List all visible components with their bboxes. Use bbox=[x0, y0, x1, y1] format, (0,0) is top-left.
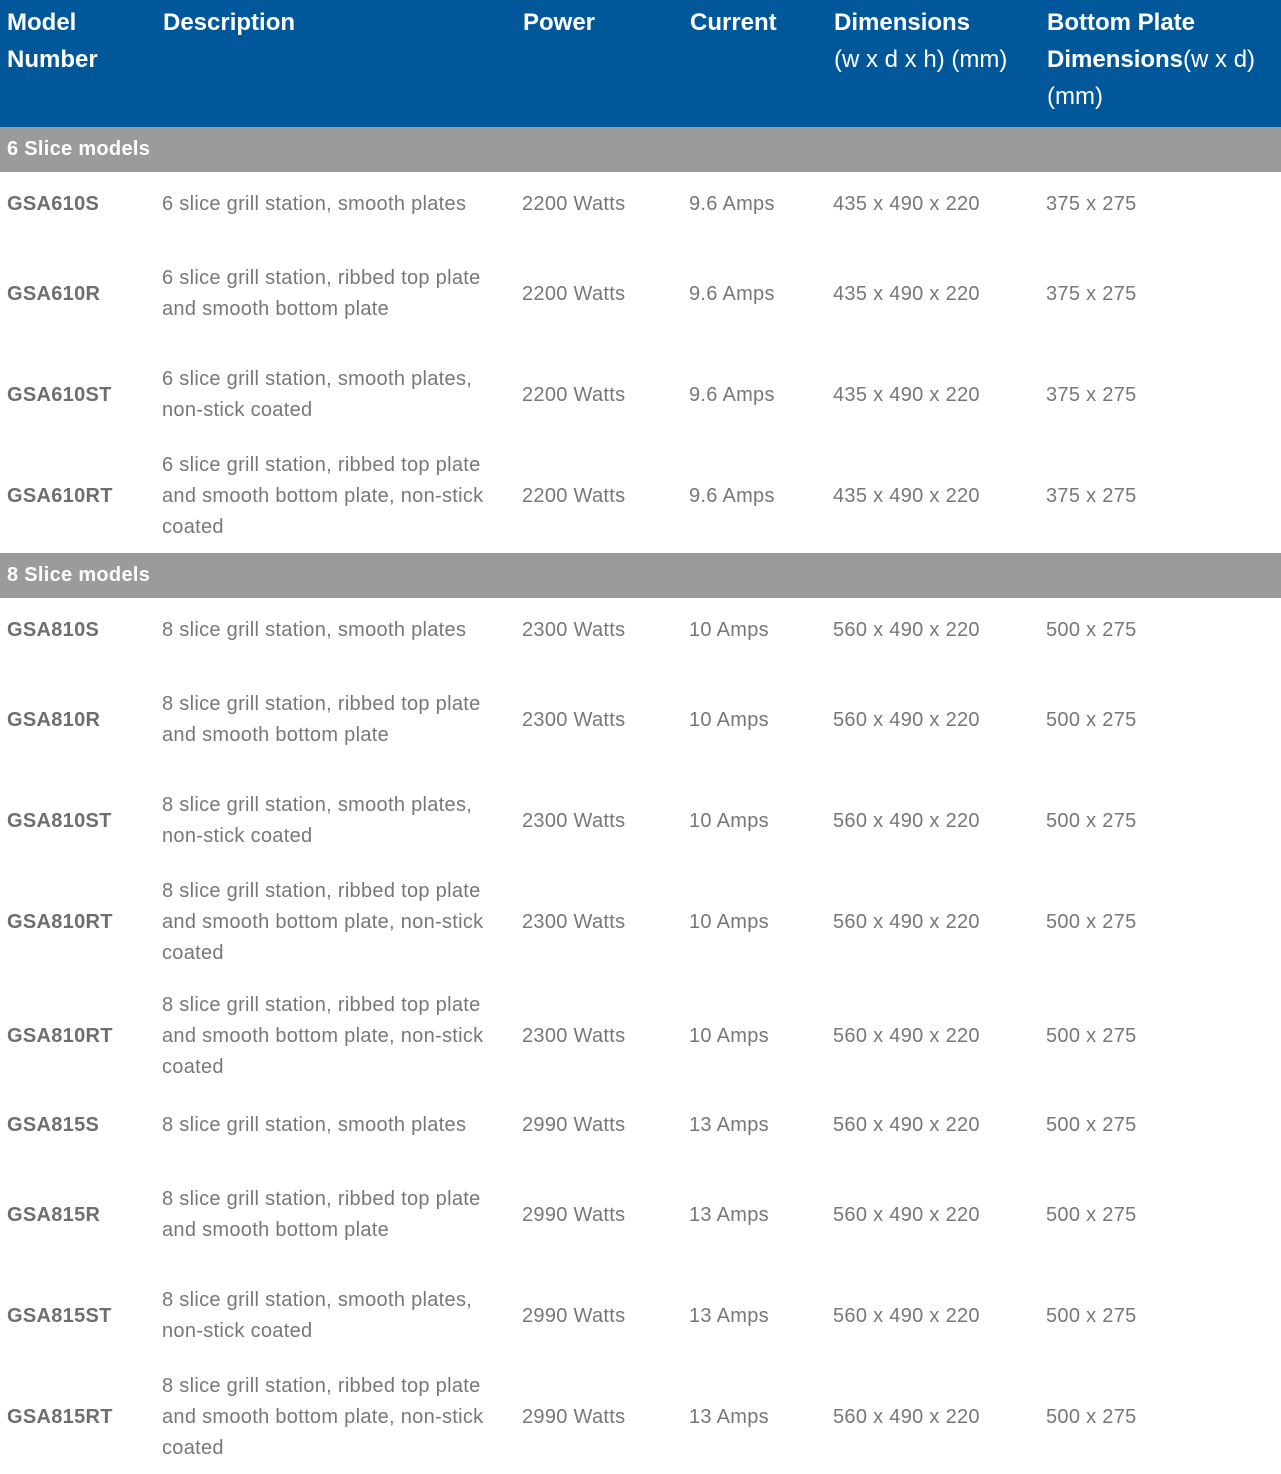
header-dimensions: Dimensions (w x d x h) (mm) bbox=[827, 0, 1040, 127]
cell-bottom-plate: 500 x 275 bbox=[1046, 910, 1137, 933]
cell-current: 13 Amps bbox=[689, 1405, 769, 1428]
cell-power: 2990 Watts bbox=[522, 1405, 626, 1428]
table-body bbox=[0, 127, 1281, 1474]
cell-model: GSA815ST bbox=[7, 1304, 112, 1327]
cell-power: 2300 Watts bbox=[522, 809, 626, 832]
cell-current: 10 Amps bbox=[689, 1024, 769, 1047]
cell-current: 9.6 Amps bbox=[689, 193, 775, 215]
cell-current: 10 Amps bbox=[689, 910, 769, 933]
cell-current: 10 Amps bbox=[689, 619, 769, 641]
cell-current: 13 Amps bbox=[689, 1114, 769, 1136]
cell-description: 8 slice grill station, smooth plates, non-stick coated bbox=[162, 1289, 473, 1342]
cell-current: 9.6 Amps bbox=[689, 383, 775, 406]
cell-power: 2300 Watts bbox=[522, 910, 626, 933]
cell-model: GSA815R bbox=[7, 1203, 101, 1226]
cell-dimensions: 560 x 490 x 220 bbox=[833, 1405, 980, 1428]
table-row bbox=[0, 172, 1281, 237]
cell-description: 6 slice grill station, ribbed top plate and smooth bottom plate, non-stick coated bbox=[162, 453, 484, 538]
cell-bottom-plate: 500 x 275 bbox=[1046, 1203, 1137, 1226]
cell-model: GSA815S bbox=[7, 1114, 100, 1136]
table-row bbox=[0, 865, 1281, 979]
table-row bbox=[0, 1272, 1281, 1360]
cell-description: 8 slice grill station, smooth plates bbox=[162, 1114, 467, 1136]
cell-model: GSA610S bbox=[7, 193, 100, 215]
cell-power: 2990 Watts bbox=[522, 1304, 626, 1327]
cell-description: 8 slice grill station, ribbed top plate and smooth bottom plate, non-stick coated bbox=[162, 993, 484, 1078]
cell-bottom-plate: 500 x 275 bbox=[1046, 1405, 1137, 1428]
cell-description: 6 slice grill station, ribbed top plate and smooth bottom plate bbox=[162, 267, 481, 320]
cell-power: 2300 Watts bbox=[522, 1024, 626, 1047]
cell-bottom-plate: 375 x 275 bbox=[1046, 484, 1137, 507]
group-row bbox=[0, 127, 1281, 172]
cell-dimensions: 560 x 490 x 220 bbox=[833, 708, 980, 731]
cell-dimensions: 560 x 490 x 220 bbox=[833, 619, 980, 641]
cell-current: 10 Amps bbox=[689, 708, 769, 731]
cell-dimensions: 435 x 490 x 220 bbox=[833, 282, 980, 305]
cell-bottom-plate: 500 x 275 bbox=[1046, 1304, 1137, 1327]
table-row bbox=[0, 777, 1281, 865]
cell-description: 6 slice grill station, smooth plates, non-stick coated bbox=[162, 368, 473, 421]
table-row bbox=[0, 439, 1281, 553]
cell-description: 8 slice grill station, smooth plates, non-stick coated bbox=[162, 794, 473, 847]
cell-power: 2200 Watts bbox=[522, 282, 626, 305]
cell-dimensions: 560 x 490 x 220 bbox=[833, 1024, 980, 1047]
cell-current: 13 Amps bbox=[689, 1304, 769, 1327]
cell-model: GSA610RT bbox=[7, 484, 113, 507]
cell-power: 2200 Watts bbox=[522, 484, 626, 507]
table-header bbox=[0, 0, 1281, 127]
cell-description: 8 slice grill station, ribbed top plate and smooth bottom plate, non-stick coated bbox=[162, 1374, 484, 1459]
header-description: Description bbox=[156, 0, 516, 127]
header-power: Power bbox=[516, 0, 683, 127]
table-row bbox=[0, 1158, 1281, 1272]
cell-dimensions: 560 x 490 x 220 bbox=[833, 1304, 980, 1327]
group-row bbox=[0, 553, 1281, 598]
cell-bottom-plate: 500 x 275 bbox=[1046, 809, 1137, 832]
cell-dimensions: 560 x 490 x 220 bbox=[833, 910, 980, 933]
table-row bbox=[0, 979, 1281, 1093]
cell-model: GSA810ST bbox=[7, 809, 112, 832]
table-row bbox=[0, 1360, 1281, 1474]
header-bottom-plate: Bottom Plate Dimensions(w x d) (mm) bbox=[1040, 0, 1281, 127]
cell-model: GSA810S bbox=[7, 619, 100, 641]
cell-power: 2990 Watts bbox=[522, 1203, 626, 1226]
cell-power: 2200 Watts bbox=[522, 193, 626, 215]
cell-description: 6 slice grill station, smooth plates bbox=[162, 193, 467, 215]
cell-current: 9.6 Amps bbox=[689, 282, 775, 305]
table-row bbox=[0, 237, 1281, 351]
cell-model: GSA810RT bbox=[7, 910, 113, 933]
cell-model: GSA810R bbox=[7, 708, 101, 731]
header-dimensions-unit: (w x d x h) (mm) bbox=[834, 46, 1008, 73]
cell-dimensions: 560 x 490 x 220 bbox=[833, 809, 980, 832]
cell-current: 9.6 Amps bbox=[689, 484, 775, 507]
cell-model: GSA815RT bbox=[7, 1405, 113, 1428]
table-row bbox=[0, 1093, 1281, 1158]
cell-description: 8 slice grill station, ribbed top plate and smooth bottom plate bbox=[162, 693, 481, 746]
cell-bottom-plate: 500 x 275 bbox=[1046, 708, 1137, 731]
header-bottom-plate-unit: (w x d) (mm) bbox=[1047, 46, 1256, 110]
cell-bottom-plate: 375 x 275 bbox=[1046, 383, 1137, 406]
cell-power: 2300 Watts bbox=[522, 619, 626, 641]
cell-current: 10 Amps bbox=[689, 809, 769, 832]
cell-dimensions: 560 x 490 x 220 bbox=[833, 1114, 980, 1136]
table-row bbox=[0, 663, 1281, 777]
cell-dimensions: 560 x 490 x 220 bbox=[833, 1203, 980, 1226]
table-row bbox=[0, 351, 1281, 439]
cell-description: 8 slice grill station, ribbed top plate and smooth bottom plate, non-stick coated bbox=[162, 879, 484, 964]
cell-bottom-plate: 500 x 275 bbox=[1046, 1114, 1137, 1136]
cell-dimensions: 435 x 490 x 220 bbox=[833, 383, 980, 406]
cell-power: 2300 Watts bbox=[522, 708, 626, 731]
cell-bottom-plate: 375 x 275 bbox=[1046, 282, 1137, 305]
cell-description: 8 slice grill station, ribbed top plate and smooth bottom plate bbox=[162, 1188, 481, 1241]
cell-bottom-plate: 375 x 275 bbox=[1046, 193, 1137, 215]
cell-power: 2990 Watts bbox=[522, 1114, 626, 1136]
header-model: Model Number bbox=[0, 0, 156, 127]
cell-power: 2200 Watts bbox=[522, 383, 626, 406]
cell-bottom-plate: 500 x 275 bbox=[1046, 1024, 1137, 1047]
table-row bbox=[0, 598, 1281, 663]
cell-model: GSA810RT bbox=[7, 1024, 113, 1047]
cell-model: GSA610R bbox=[7, 282, 101, 305]
header-row bbox=[0, 0, 1281, 127]
cell-dimensions: 435 x 490 x 220 bbox=[833, 193, 980, 215]
group-title: 8 Slice models bbox=[0, 553, 1281, 598]
cell-bottom-plate: 500 x 275 bbox=[1046, 619, 1137, 641]
cell-current: 13 Amps bbox=[689, 1203, 769, 1226]
cell-description: 8 slice grill station, smooth plates bbox=[162, 619, 467, 641]
cell-model: GSA610ST bbox=[7, 383, 112, 406]
group-title: 6 Slice models bbox=[0, 127, 1281, 172]
header-current: Current bbox=[683, 0, 827, 127]
cell-dimensions: 435 x 490 x 220 bbox=[833, 484, 980, 507]
